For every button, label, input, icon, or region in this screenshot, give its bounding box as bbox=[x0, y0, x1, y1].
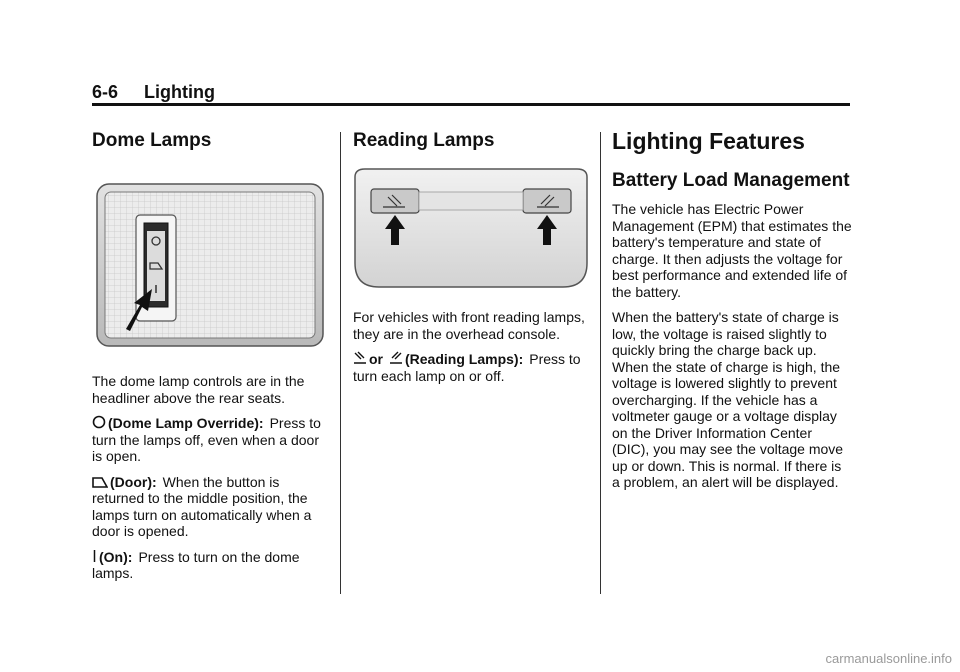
door-text: When the button is returned to the middle position, the lamps turn on automatically when a door is opened. bbox=[92, 473, 312, 539]
section-number: 6-6 bbox=[92, 82, 119, 102]
dome-lamps-heading: Dome Lamps bbox=[92, 130, 212, 151]
reading-lamps-term: (Reading Lamps): bbox=[405, 351, 524, 367]
dome-lamps-intro: The dome lamp controls are in the headliner above the rear seats. bbox=[92, 373, 305, 406]
reading-lamps-column bbox=[353, 124, 589, 393]
reading-lamps-heading: Reading Lamps bbox=[353, 130, 495, 151]
lighting-features-heading: Lighting Features bbox=[612, 128, 805, 154]
left-reading-lamp-icon bbox=[353, 351, 367, 365]
watermark: carmanualsonline.info bbox=[825, 651, 952, 666]
dome-lamp-figure bbox=[96, 183, 324, 347]
reading-lamp-figure bbox=[353, 167, 589, 289]
door-item bbox=[92, 474, 328, 540]
on-icon bbox=[92, 549, 97, 563]
dome-lamp-override-icon bbox=[92, 415, 106, 429]
section-title: Lighting bbox=[144, 82, 215, 102]
door-icon bbox=[92, 475, 108, 488]
header-rule bbox=[92, 103, 850, 106]
page-header bbox=[92, 82, 215, 103]
battery-paragraph-2: When the battery's state of charge is low, the voltage is raised slightly to quickly bring the charge back up. When the state of charge is high, the voltage is lowered slightly to prevent overcharging. If the vehicle has a voltmeter gauge or a voltage display on the Driver Information Center (DIC), you may see the voltage move up or down. This is normal. If there is a problem, an alert will be displayed. bbox=[612, 309, 844, 490]
on-term: (On): bbox=[99, 548, 133, 565]
dome-override-item bbox=[92, 415, 328, 465]
column-divider bbox=[600, 132, 601, 594]
reading-lamps-item bbox=[353, 351, 589, 384]
dome-override-term: (Dome Lamp Override): bbox=[108, 415, 264, 431]
reading-lamps-intro: For vehicles with front reading lamps, they are in the overhead console. bbox=[353, 309, 585, 342]
reading-lamps-text: Press to turn each lamp on or off. bbox=[353, 351, 581, 384]
on-item bbox=[92, 549, 328, 582]
battery-load-management-heading: Battery Load Management bbox=[612, 170, 850, 191]
column-divider bbox=[340, 132, 341, 594]
lighting-features-column bbox=[612, 124, 852, 500]
on-text: Press to turn on the dome lamps. bbox=[92, 548, 300, 581]
dome-override-text: Press to turn the lamps off, even when a door is open. bbox=[92, 415, 321, 464]
dome-lamps-column bbox=[92, 124, 328, 591]
door-term: (Door): bbox=[110, 473, 157, 490]
battery-paragraph-1: The vehicle has Electric Power Management (EPM) that estimates the battery's temperature and state of charge. It then adjusts the voltage for best performance and extended life of the battery. bbox=[612, 201, 852, 300]
right-reading-lamp-icon bbox=[389, 351, 403, 365]
reading-lamps-or: or bbox=[369, 351, 383, 367]
